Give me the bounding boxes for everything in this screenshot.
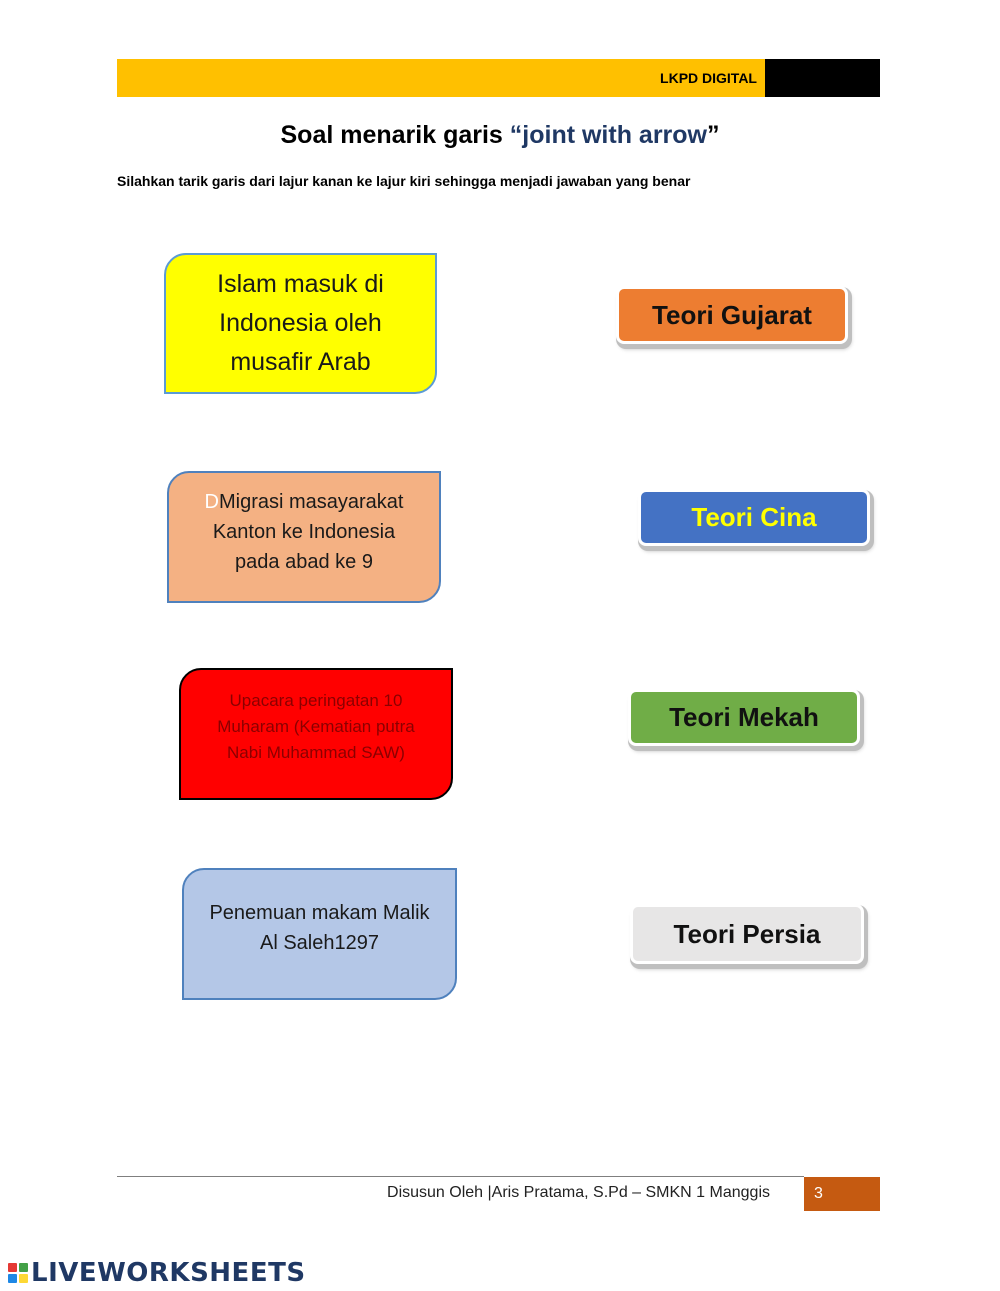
theory-mekah-button[interactable]: Teori Mekah [628, 689, 860, 746]
statement-kanton-text [189, 487, 419, 577]
header-black-block [765, 59, 880, 97]
logo-grid-icon [8, 1263, 28, 1283]
page-number: 3 [804, 1177, 880, 1211]
logo-tile-e [19, 1274, 28, 1283]
footer-divider [117, 1176, 804, 1177]
title-open-quote: “ [509, 121, 523, 149]
logo-tile-v [8, 1274, 17, 1283]
header-title: LKPD DIGITAL [660, 70, 757, 86]
theory-persia-button[interactable]: Teori Persia [630, 904, 864, 964]
logo-tile-l [8, 1263, 17, 1272]
instruction-text: Silahkan tarik garis dari lajur kanan ke lajur kiri sehingga menjadi jawaban yang benar [117, 173, 691, 189]
title-close-quote: ” [707, 121, 720, 149]
statement-box-muharam[interactable] [179, 668, 453, 800]
title-highlight: joint with arrow [522, 121, 707, 149]
statement-kanton-prefix: D [204, 491, 219, 513]
theory-gujarat-button[interactable]: Teori Gujarat [616, 286, 848, 344]
liveworksheets-logo[interactable] [8, 1259, 306, 1287]
title-prefix: Soal menarik garis [280, 121, 510, 149]
statement-muharam-text: Upacara peringatan 10 Muharam (Kematian putra Nabi Muhammad SAW) [217, 691, 415, 762]
theory-cina-button[interactable]: Teori Cina [638, 489, 870, 546]
statement-kanton-body: Migrasi masayarakat Kanton ke Indonesia pada abad ke 9 [212, 491, 404, 573]
logo-wordmark: LIVEWORKSHEETS [31, 1258, 306, 1288]
statement-box-kanton[interactable] [167, 471, 441, 603]
logo-tile-i [19, 1263, 28, 1272]
statement-box-arab[interactable] [164, 253, 437, 394]
statement-malik-text: Penemuan makam Malik Al Saleh1297 [209, 902, 430, 954]
statement-arab-text: Islam masuk di Indonesia oleh musafir Arab [217, 270, 384, 376]
page-title [0, 121, 1000, 150]
statement-box-malik[interactable] [182, 868, 457, 1000]
footer-credit: Disusun Oleh |Aris Pratama, S.Pd – SMKN 1 Manggis [387, 1184, 770, 1201]
